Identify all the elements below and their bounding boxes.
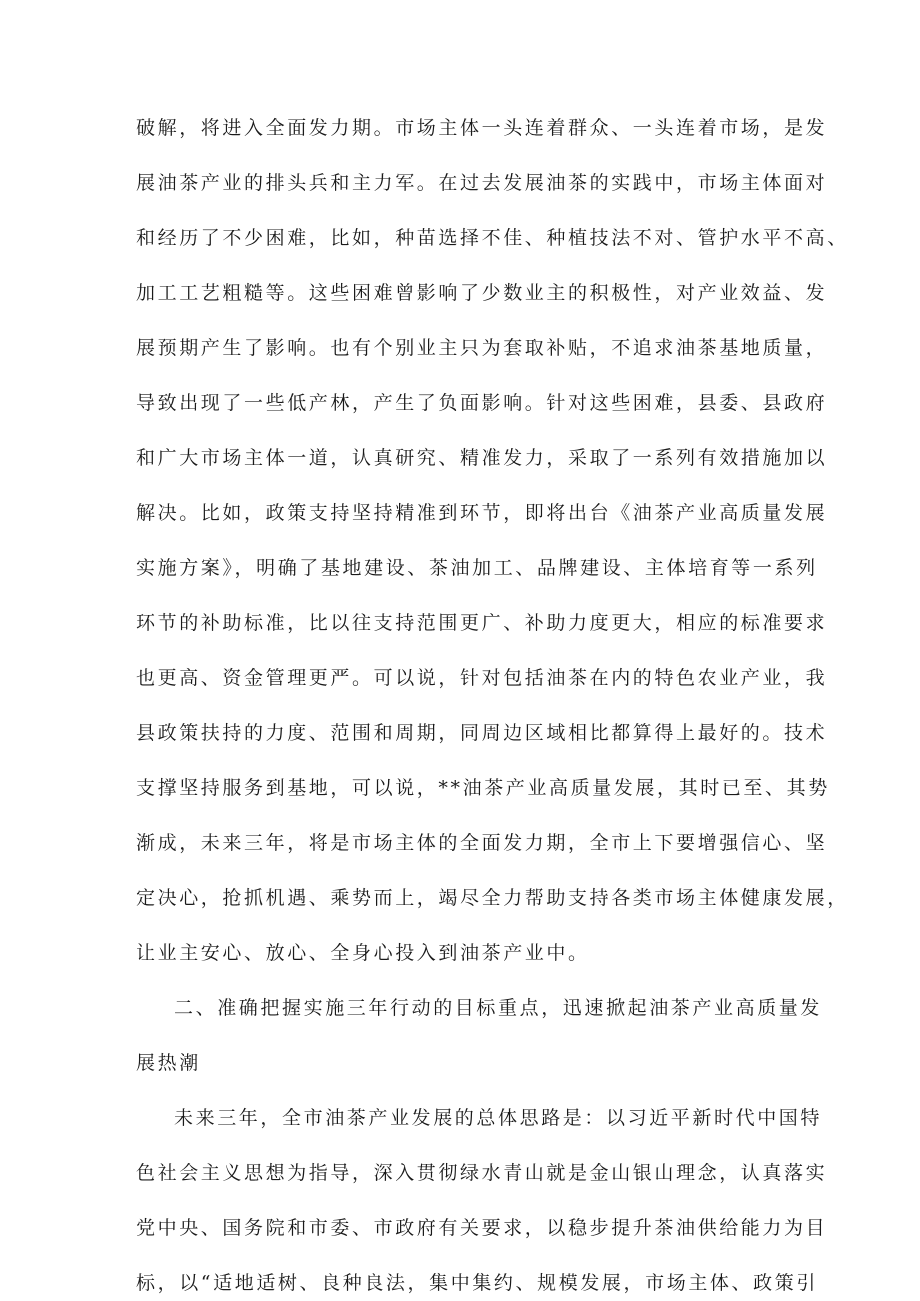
body-text-line: 导致出现了一些低产林，产生了负面影响。针对这些困难，县委、县政府 xyxy=(136,392,828,414)
body-text-line: 和经历了不少困难，比如，种苗选择不佳、种植技法不对、管护水平不高、 xyxy=(136,227,849,249)
body-text-line: 定决心，抢抓机遇、乘势而上，竭尽全力帮助支持各类市场主体健康发展， xyxy=(136,887,849,909)
section-heading: 二、准确把握实施三年行动的目标重点，迅速掀起油茶产业高质量发 xyxy=(174,997,823,1019)
body-text-line: 标，以“适地适树、良种良法，集中集约、规模发展，市场主体、政策引 xyxy=(136,1272,818,1294)
body-text-line: 渐成，未来三年，将是市场主体的全面发力期，全市上下要增强信心、坚 xyxy=(136,832,828,854)
body-text-line: 环节的补助标准，比以往支持范围更广、补助力度更大，相应的标准要求 xyxy=(136,612,828,634)
body-text-line: 也更高、资金管理更严。可以说，针对包括油茶在内的特色农业产业，我 xyxy=(136,667,828,689)
section-heading-continuation: 展热潮 xyxy=(136,1052,201,1074)
body-text-line: 破解，将进入全面发力期。市场主体一头连着群众、一头连着市场，是发 xyxy=(136,117,828,139)
body-text-line: 加工工艺粗糙等。这些困难曾影响了少数业主的积极性，对产业效益、发 xyxy=(136,282,828,304)
body-text-line: 展预期产生了影响。也有个别业主只为套取补贴，不追求油茶基地质量， xyxy=(136,337,828,359)
body-text-line: 和广大市场主体一道，认真研究、精准发力，采取了一系列有效措施加以 xyxy=(136,447,828,469)
body-text-line: 党中央、国务院和市委、市政府有关要求，以稳步提升茶油供给能力为目 xyxy=(136,1217,828,1239)
body-text-line: 县政策扶持的力度、范围和周期，同周边区域相比都算得上最好的。技术 xyxy=(136,722,828,744)
paragraph-first-line: 未来三年，全市油茶产业发展的总体思路是：以习近平新时代中国特 xyxy=(174,1107,823,1129)
body-text-line: 展油茶产业的排头兵和主力军。在过去发展油茶的实践中，市场主体面对 xyxy=(136,172,828,194)
body-text-line: 实施方案》，明确了基地建设、茶油加工、品牌建设、主体培育等一系列 xyxy=(136,557,818,579)
body-text-line: 支撑坚持服务到基地，可以说，**油茶产业高质量发展，其时已至、其势 xyxy=(136,777,830,799)
body-text-line: 让业主安心、放心、全身心投入到油茶产业中。 xyxy=(136,942,590,964)
body-text-line: 色社会主义思想为指导，深入贯彻绿水青山就是金山银山理念，认真落实 xyxy=(136,1162,828,1184)
body-text-line: 解决。比如，政策支持坚持精准到环节，即将出台《油茶产业高质量发展 xyxy=(136,502,828,524)
